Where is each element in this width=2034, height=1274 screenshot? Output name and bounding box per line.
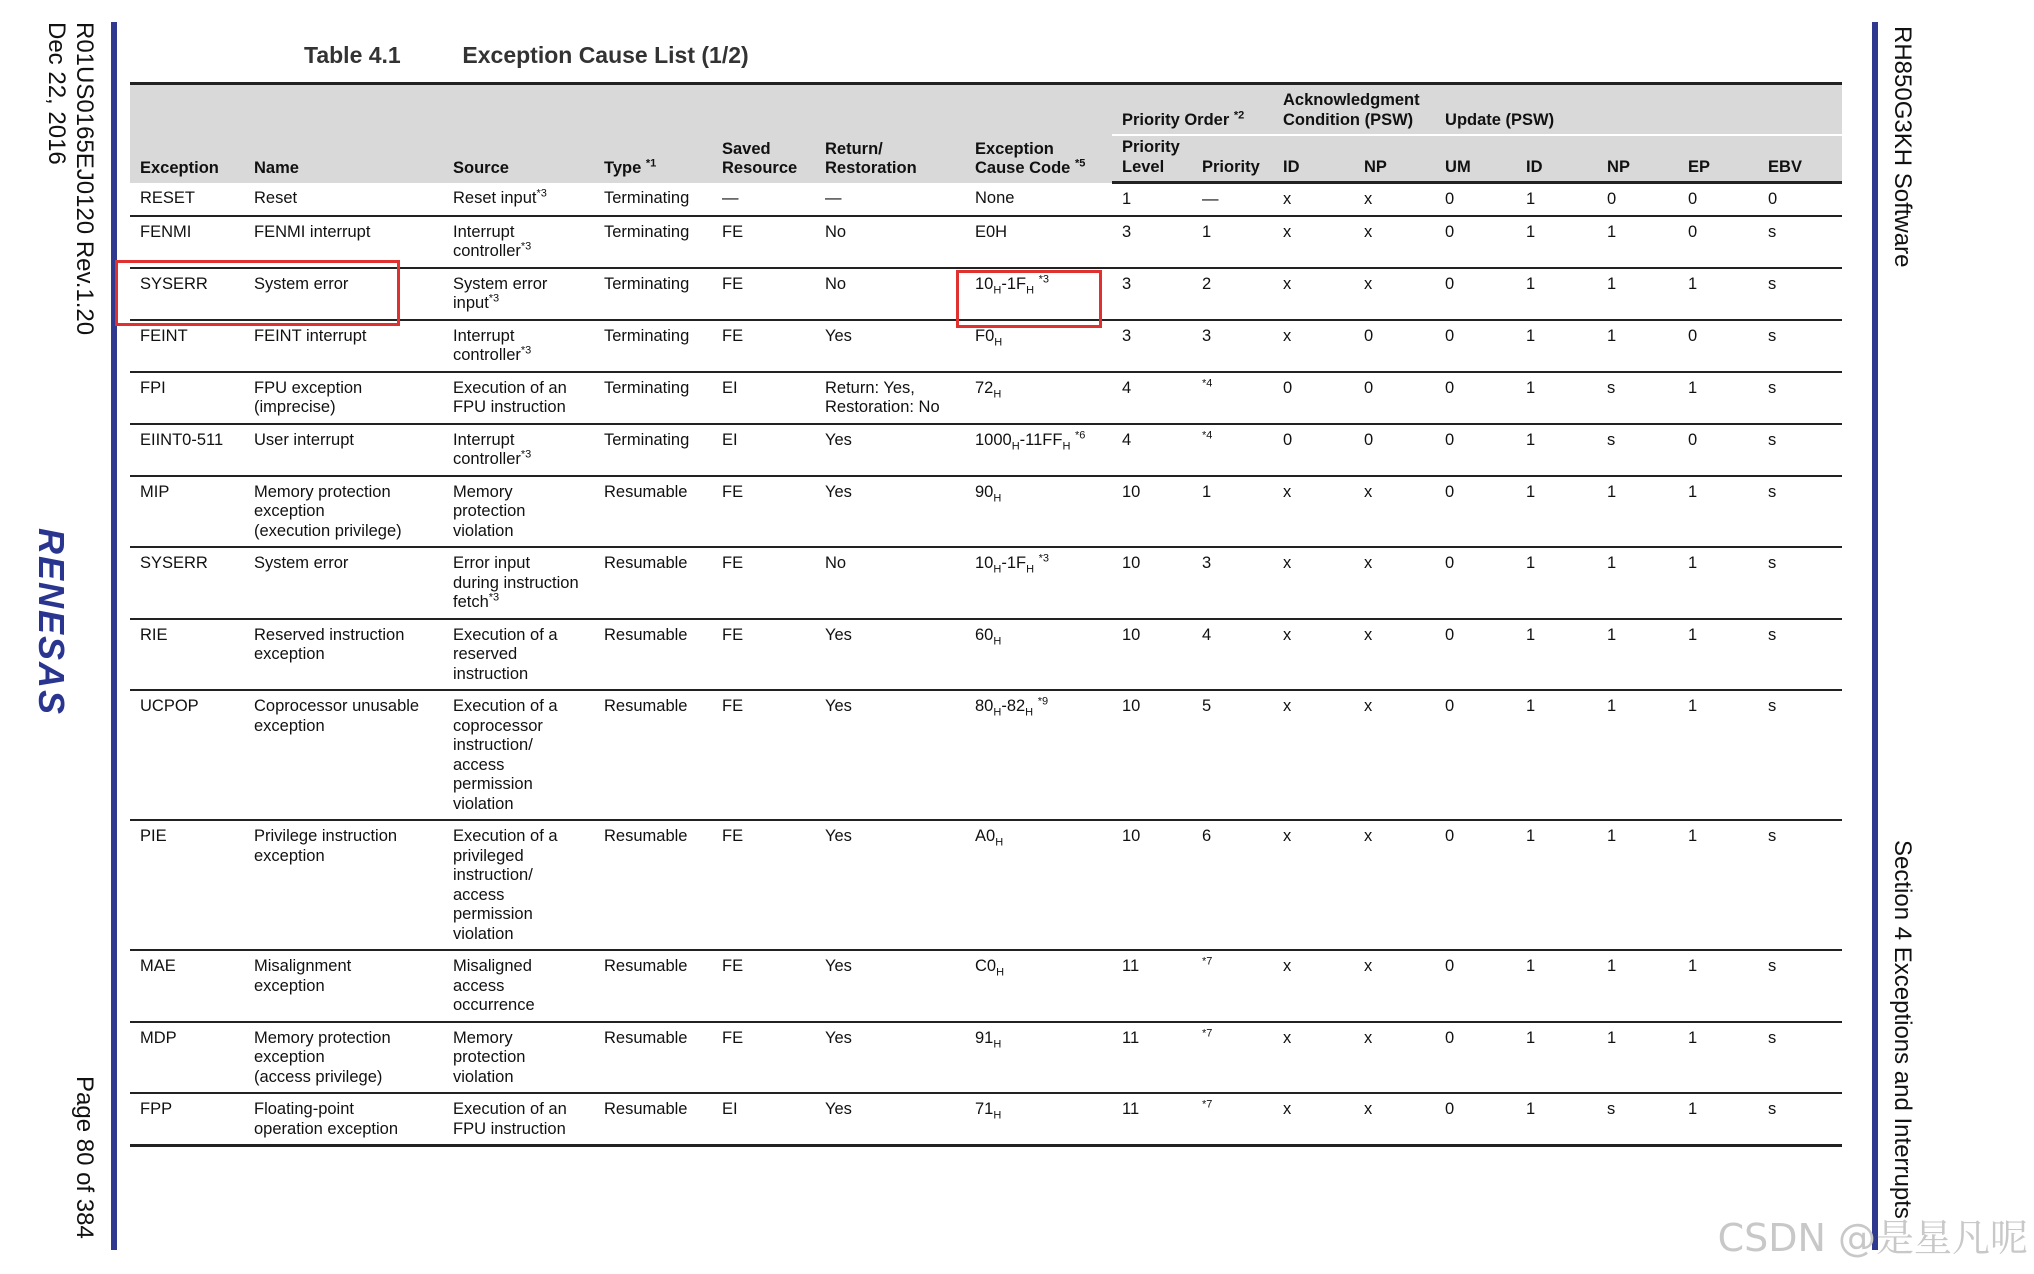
cell-priority-level: 11 <box>1112 1093 1192 1146</box>
cell-ep: 0 <box>1678 320 1758 372</box>
cause-code-value: $F0_H$ <box>975 326 1003 348</box>
cell-return: No <box>815 216 965 268</box>
cell-name: Misalignment exception <box>244 950 443 1022</box>
cell-cause-code <box>965 547 1112 619</box>
header-exception: Exception <box>130 84 244 183</box>
cell-priority <box>1192 372 1273 424</box>
cell-ack-np: x <box>1354 690 1435 820</box>
header-type: Type $^{*1}$ <box>594 84 712 183</box>
cell-priority-level: 11 <box>1112 1022 1192 1094</box>
cell-source: Memory protection violation <box>443 476 594 548</box>
cell-type: Resumable <box>594 1022 712 1094</box>
cell-name: Memory protection exception (access privilege) <box>244 1022 443 1094</box>
cell-np: 1 <box>1597 690 1678 820</box>
cell-priority-level: 3 <box>1112 216 1192 268</box>
cell-saved-resource: FE <box>712 1022 815 1094</box>
cell-ack-np: x <box>1354 183 1435 216</box>
cell-ack-id: x <box>1273 1093 1354 1146</box>
cell-exception: PIE <box>130 820 244 950</box>
cell-type: Resumable <box>594 547 712 619</box>
cell-ebv: s <box>1758 216 1842 268</box>
cell-ebv: s <box>1758 424 1842 476</box>
cell-source: Interrupt controller$^{*3}$ <box>443 216 594 268</box>
cell-cause-code <box>965 950 1112 1022</box>
cell-um: 0 <box>1435 619 1516 691</box>
cell-exception: SYSERR <box>130 268 244 320</box>
table-caption: Exception Cause List (1/2) <box>462 42 749 68</box>
cell-id: 1 <box>1516 268 1597 320</box>
cell-id: 1 <box>1516 820 1597 950</box>
header-ack-condition: Acknowledgment Condition (PSW) <box>1273 84 1435 136</box>
right-margin-bar <box>1872 22 1878 1250</box>
cell-cause-code <box>965 1022 1112 1094</box>
renesas-logo: RENESAS <box>31 528 72 717</box>
cell-id: 1 <box>1516 690 1597 820</box>
header-return-restoration: Return/ Restoration <box>815 84 965 183</box>
cause-code-value: $90_H$ <box>975 482 1002 504</box>
cell-priority <box>1192 424 1273 476</box>
cell-cause-code <box>965 690 1112 820</box>
cell-np: s <box>1597 424 1678 476</box>
cell-um: 0 <box>1435 216 1516 268</box>
cell-ep: 0 <box>1678 183 1758 216</box>
header-upd-np: NP <box>1597 135 1678 183</box>
cell-id: 1 <box>1516 424 1597 476</box>
cell-ebv: s <box>1758 547 1842 619</box>
cell-um: 0 <box>1435 268 1516 320</box>
doc-date: Dec 22, 2016 <box>43 22 70 165</box>
cell-um: 0 <box>1435 690 1516 820</box>
cell-ack-np: x <box>1354 950 1435 1022</box>
cell-np: 1 <box>1597 268 1678 320</box>
header-update-psw: Update (PSW) <box>1435 84 1842 136</box>
cell-priority: 1 <box>1192 216 1273 268</box>
footnote-ref: *6 <box>1075 429 1086 441</box>
cell-source: Interrupt controller$^{*3}$ <box>443 320 594 372</box>
cell-priority <box>1192 950 1273 1022</box>
highlight-syserr-name <box>115 260 400 326</box>
cell-cause-code <box>965 1093 1112 1146</box>
cell-priority: 3 <box>1192 320 1273 372</box>
cell-return: Yes <box>815 690 965 820</box>
cell-ack-id: x <box>1273 1022 1354 1094</box>
cell-priority: — <box>1192 183 1273 216</box>
cell-id: 1 <box>1516 950 1597 1022</box>
cell-source: Reset input$^{*3}$ <box>443 183 594 216</box>
cell-ack-np: 0 <box>1354 424 1435 476</box>
cause-code-value: $72_H$ <box>975 378 1002 400</box>
cell-saved-resource: FE <box>712 950 815 1022</box>
cell-priority-level: 4 <box>1112 372 1192 424</box>
section-title: Section 4 Exceptions and Interrupts <box>1889 840 1916 1219</box>
cell-id: 1 <box>1516 320 1597 372</box>
cell-source: Misaligned access occurrence <box>443 950 594 1022</box>
cell-saved-resource: EI <box>712 372 815 424</box>
cell-exception: MIP <box>130 476 244 548</box>
cell-ack-id: x <box>1273 320 1354 372</box>
cell-ep: 1 <box>1678 476 1758 548</box>
cell-saved-resource: FE <box>712 619 815 691</box>
cell-ebv: s <box>1758 690 1842 820</box>
cell-np: 1 <box>1597 476 1678 548</box>
cell-return: Yes <box>815 424 965 476</box>
header-priority-order: Priority Order $^{*2}$ <box>1112 84 1273 136</box>
cell-exception: FEINT <box>130 320 244 372</box>
cell-return: Yes <box>815 820 965 950</box>
cell-priority: 5 <box>1192 690 1273 820</box>
cell-type: Terminating <box>594 268 712 320</box>
cell-source: Execution of a privileged instruction/ access permission violation <box>443 820 594 950</box>
cell-ack-id: x <box>1273 216 1354 268</box>
cell-id: 1 <box>1516 183 1597 216</box>
cell-exception: UCPOP <box>130 690 244 820</box>
cell-exception: RIE <box>130 619 244 691</box>
cell-priority-level: 3 <box>1112 320 1192 372</box>
footnote-ref: *3 <box>520 344 532 357</box>
cell-exception: SYSERR <box>130 547 244 619</box>
cell-return: Yes <box>815 950 965 1022</box>
cell-um: 0 <box>1435 183 1516 216</box>
table-row <box>130 476 1842 548</box>
cell-type: Resumable <box>594 950 712 1022</box>
cell-name: Memory protection exception (execution privilege) <box>244 476 443 548</box>
cell-type: Terminating <box>594 320 712 372</box>
cause-code-value: $80_H-82_H$ <box>975 697 1034 719</box>
cell-source: Execution of an FPU instruction <box>443 372 594 424</box>
cell-cause-code <box>965 424 1112 476</box>
cell-ep: 1 <box>1678 820 1758 950</box>
cell-ack-id: x <box>1273 950 1354 1022</box>
cell-um: 0 <box>1435 424 1516 476</box>
cell-source: Error input during instruction fetch$^{*3}$ <box>443 547 594 619</box>
cell-um: 0 <box>1435 476 1516 548</box>
cell-ack-id: x <box>1273 547 1354 619</box>
cell-source: Execution of an FPU instruction <box>443 1093 594 1146</box>
cell-um: 0 <box>1435 547 1516 619</box>
cell-name: FENMI interrupt <box>244 216 443 268</box>
cell-ack-id: x <box>1273 476 1354 548</box>
footnote-ref: *7 <box>1202 1098 1213 1111</box>
header-upd-ebv: EBV <box>1758 135 1842 183</box>
table-row <box>130 820 1842 950</box>
table-row <box>130 1022 1842 1094</box>
footnote-ref: *7 <box>1202 1027 1213 1039</box>
cell-exception: FENMI <box>130 216 244 268</box>
footnote-ref: *3 <box>1038 273 1050 285</box>
cell-id: 1 <box>1516 476 1597 548</box>
cell-ep: 1 <box>1678 1093 1758 1146</box>
cell-name: Privilege instruction exception <box>244 820 443 950</box>
table-row <box>130 619 1842 691</box>
cell-type: Terminating <box>594 372 712 424</box>
table-number: Table 4.1 <box>304 42 401 68</box>
footnote-ref: *3 <box>488 591 500 604</box>
header-saved-resource: Saved Resource <box>712 84 815 183</box>
doc-number: R01US0165EJ0120 Rev.1.20 <box>71 22 98 336</box>
cell-return: No <box>815 547 965 619</box>
cell-saved-resource: EI <box>712 1093 815 1146</box>
cell-saved-resource: FE <box>712 268 815 320</box>
cell-priority-level: 10 <box>1112 547 1192 619</box>
header-upd-um: UM <box>1435 135 1516 183</box>
cell-ack-id: x <box>1273 619 1354 691</box>
cell-source: Interrupt controller$^{*3}$ <box>443 424 594 476</box>
cell-saved-resource: FE <box>712 690 815 820</box>
cell-type: Terminating <box>594 183 712 216</box>
cause-code-value: $1000_H-11FF_H$ <box>975 430 1071 452</box>
header-priority-level: Priority Level <box>1112 135 1192 183</box>
cell-priority: 2 <box>1192 268 1273 320</box>
cell-ack-np: x <box>1354 216 1435 268</box>
highlight-syserr-code <box>956 270 1102 328</box>
cell-ack-np: x <box>1354 547 1435 619</box>
cell-name: User interrupt <box>244 424 443 476</box>
cell-priority <box>1192 1022 1273 1094</box>
cell-um: 0 <box>1435 1093 1516 1146</box>
csdn-watermark: CSDN @是星凡呢 <box>1717 1216 2028 1260</box>
cell-priority-level: 1 <box>1112 183 1192 216</box>
cell-type: Resumable <box>594 690 712 820</box>
cell-name: System error <box>244 547 443 619</box>
cause-code-value: $10_H-1F_H$ <box>975 274 1035 296</box>
cell-return: Yes <box>815 1093 965 1146</box>
cause-code-value: $10_H-1F_H$ <box>975 554 1035 576</box>
cell-saved-resource: FE <box>712 476 815 548</box>
cell-ebv: s <box>1758 950 1842 1022</box>
cell-ep: 1 <box>1678 619 1758 691</box>
cell-return: No <box>815 268 965 320</box>
cell-ack-np: x <box>1354 1022 1435 1094</box>
cell-return: Return: Yes, Restoration: No <box>815 372 965 424</box>
cell-name: FEINT interrupt <box>244 320 443 372</box>
cell-saved-resource: FE <box>712 820 815 950</box>
cell-name: FPU exception (imprecise) <box>244 372 443 424</box>
cell-ep: 1 <box>1678 950 1758 1022</box>
footnote-ref: *3 <box>520 448 532 461</box>
cell-ep: 0 <box>1678 424 1758 476</box>
header-source: Source <box>443 84 594 183</box>
cell-ep: 1 <box>1678 268 1758 320</box>
cell-return: Yes <box>815 1022 965 1094</box>
cell-type: Resumable <box>594 476 712 548</box>
footnote-ref: *3 <box>536 187 547 199</box>
cell-ack-np: 0 <box>1354 320 1435 372</box>
cell-ack-np: x <box>1354 268 1435 320</box>
table-row <box>130 1093 1842 1146</box>
cell-np: s <box>1597 1093 1678 1146</box>
header-priority: Priority <box>1192 135 1273 183</box>
cell-um: 0 <box>1435 820 1516 950</box>
cell-name: Reserved instruction exception <box>244 619 443 691</box>
cell-cause-code: E0H <box>965 216 1112 268</box>
cell-priority-level: 10 <box>1112 476 1192 548</box>
cell-ack-id: 0 <box>1273 424 1354 476</box>
cell-np: 1 <box>1597 1022 1678 1094</box>
footnote-ref: *3 <box>488 292 500 305</box>
cell-saved-resource: FE <box>712 216 815 268</box>
header-cause-code: Exception Cause Code $^{*5}$ <box>965 84 1112 183</box>
cell-exception: MDP <box>130 1022 244 1094</box>
cell-um: 0 <box>1435 1022 1516 1094</box>
cell-ack-np: x <box>1354 1093 1435 1146</box>
table-row <box>130 547 1842 619</box>
cell-ebv: s <box>1758 1093 1842 1146</box>
cell-id: 1 <box>1516 547 1597 619</box>
cell-priority-level: 11 <box>1112 950 1192 1022</box>
cell-ebv: s <box>1758 320 1842 372</box>
cell-cause-code <box>965 820 1112 950</box>
table-row <box>130 950 1842 1022</box>
cell-saved-resource: FE <box>712 547 815 619</box>
cell-ack-id: 0 <box>1273 372 1354 424</box>
cell-ep: 0 <box>1678 216 1758 268</box>
cell-name: Coprocessor unusable exception <box>244 690 443 820</box>
cause-code-value: $C0_H$ <box>975 957 1005 979</box>
cell-priority: 6 <box>1192 820 1273 950</box>
cell-name: Reset <box>244 183 443 216</box>
cell-cause-code: None <box>965 183 1112 216</box>
cell-type: Terminating <box>594 216 712 268</box>
cell-saved-resource: FE <box>712 320 815 372</box>
cell-np: 1 <box>1597 547 1678 619</box>
header-ack-np: NP <box>1354 135 1435 183</box>
header-ack-id: ID <box>1273 135 1354 183</box>
cell-um: 0 <box>1435 320 1516 372</box>
cell-saved-resource: — <box>712 183 815 216</box>
cell-cause-code <box>965 619 1112 691</box>
page-number: Page 80 of 384 <box>71 1076 98 1239</box>
cell-return: Yes <box>815 320 965 372</box>
cell-ack-id: x <box>1273 690 1354 820</box>
cell-np: 1 <box>1597 820 1678 950</box>
footnote-ref: *4 <box>1202 377 1213 389</box>
cell-um: 0 <box>1435 372 1516 424</box>
cell-type: Resumable <box>594 619 712 691</box>
cell-ep: 1 <box>1678 1022 1758 1094</box>
cause-code-value: $91_H$ <box>975 1028 1002 1050</box>
cause-code-value: $60_H$ <box>975 625 1002 647</box>
cell-ebv: s <box>1758 1022 1842 1094</box>
cell-np: 0 <box>1597 183 1678 216</box>
cell-priority-level: 10 <box>1112 690 1192 820</box>
cell-cause-code <box>965 476 1112 548</box>
cell-exception: FPI <box>130 372 244 424</box>
cell-np: 1 <box>1597 950 1678 1022</box>
cell-name: Floating-point operation exception <box>244 1093 443 1146</box>
cell-ebv: 0 <box>1758 183 1842 216</box>
header-upd-ep: EP <box>1678 135 1758 183</box>
cell-priority-level: 3 <box>1112 268 1192 320</box>
cell-ebv: s <box>1758 820 1842 950</box>
footnote-ref: *3 <box>520 240 532 253</box>
cell-ack-np: x <box>1354 476 1435 548</box>
cell-exception: FPP <box>130 1093 244 1146</box>
cause-code-value: $A0_H$ <box>975 827 1004 849</box>
cell-id: 1 <box>1516 216 1597 268</box>
cell-ebv: s <box>1758 268 1842 320</box>
cell-ack-np: x <box>1354 619 1435 691</box>
cell-type: Resumable <box>594 820 712 950</box>
cell-np: 1 <box>1597 216 1678 268</box>
cell-id: 1 <box>1516 372 1597 424</box>
cell-ack-id: x <box>1273 183 1354 216</box>
table-title <box>304 42 749 69</box>
cell-return: — <box>815 183 965 216</box>
table-row <box>130 424 1842 476</box>
cell-ack-id: x <box>1273 820 1354 950</box>
cell-priority-level: 4 <box>1112 424 1192 476</box>
cell-exception: MAE <box>130 950 244 1022</box>
cell-source: Execution of a coprocessor instruction/ access permission violation <box>443 690 594 820</box>
cell-priority: 4 <box>1192 619 1273 691</box>
table-row <box>130 183 1842 216</box>
footnote-ref: *3 <box>1038 552 1050 565</box>
cell-ack-id: x <box>1273 268 1354 320</box>
cell-ep: 1 <box>1678 372 1758 424</box>
header-upd-id: ID <box>1516 135 1597 183</box>
cell-source: System error input$^{*3}$ <box>443 268 594 320</box>
cell-ep: 1 <box>1678 690 1758 820</box>
cell-ack-np: x <box>1354 820 1435 950</box>
exception-cause-table <box>130 82 1842 1147</box>
cell-np: 1 <box>1597 619 1678 691</box>
cell-priority-level: 10 <box>1112 820 1192 950</box>
footnote-ref: *7 <box>1202 955 1213 968</box>
cell-ebv: s <box>1758 476 1842 548</box>
cell-priority: 1 <box>1192 476 1273 548</box>
cell-ebv: s <box>1758 619 1842 691</box>
cell-source: Execution of a reserved instruction <box>443 619 594 691</box>
cell-cause-code <box>965 372 1112 424</box>
cell-np: s <box>1597 372 1678 424</box>
cell-id: 1 <box>1516 1022 1597 1094</box>
left-margin-bar <box>111 22 117 1250</box>
product-name: RH850G3KH Software <box>1889 26 1916 268</box>
cell-ack-np: 0 <box>1354 372 1435 424</box>
cell-um: 0 <box>1435 950 1516 1022</box>
footnote-ref: *4 <box>1202 429 1213 441</box>
cell-priority-level: 10 <box>1112 619 1192 691</box>
cell-type: Terminating <box>594 424 712 476</box>
cell-name: System error <box>244 268 443 320</box>
cell-ebv: s <box>1758 372 1842 424</box>
header-name: Name <box>244 84 443 183</box>
cell-id: 1 <box>1516 1093 1597 1146</box>
cell-exception: RESET <box>130 183 244 216</box>
cell-type: Resumable <box>594 1093 712 1146</box>
cell-saved-resource: EI <box>712 424 815 476</box>
cause-code-value: $71_H$ <box>975 1100 1002 1122</box>
cell-priority: 3 <box>1192 547 1273 619</box>
table-row <box>130 690 1842 820</box>
cell-id: 1 <box>1516 619 1597 691</box>
cell-exception: EIINT0-511 <box>130 424 244 476</box>
cell-source: Memory protection violation <box>443 1022 594 1094</box>
cell-return: Yes <box>815 619 965 691</box>
table-row <box>130 372 1842 424</box>
footnote-ref: *9 <box>1037 695 1049 708</box>
cell-return: Yes <box>815 476 965 548</box>
cell-np: 1 <box>1597 320 1678 372</box>
cell-priority <box>1192 1093 1273 1146</box>
cell-ep: 1 <box>1678 547 1758 619</box>
